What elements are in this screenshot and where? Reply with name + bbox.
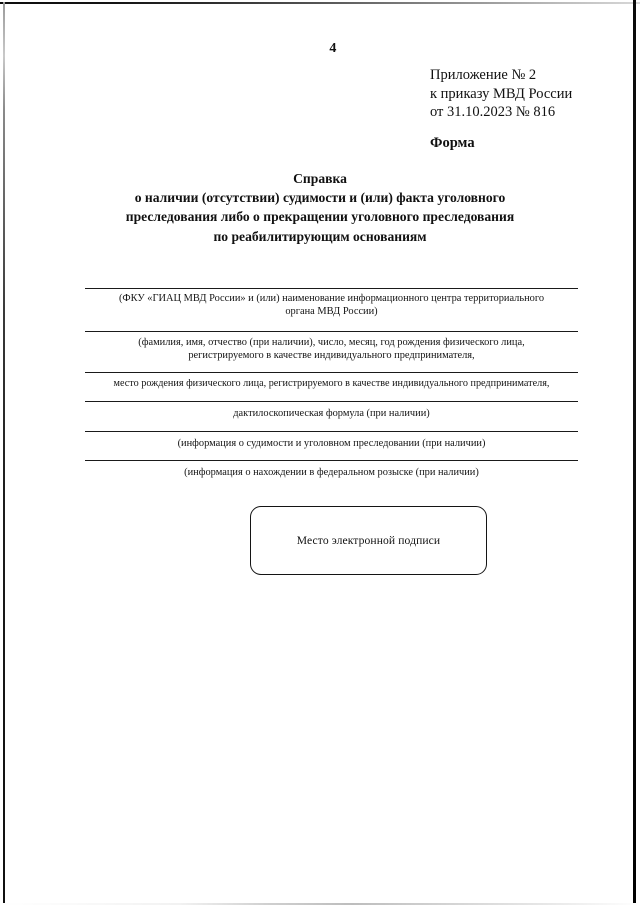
page-number: 4 — [329, 41, 337, 56]
caption-line: регистрируемого в качестве индивидуального предпринимателя, — [188, 350, 475, 362]
field-person-identity-caption — [85, 332, 578, 363]
field-dactyloscopic-formula-caption — [85, 402, 578, 420]
scan-edge-top — [0, 2, 640, 4]
caption-line: дактилоскопическая формула (при наличии) — [233, 408, 430, 419]
appendix-reference-line-3: от 31.10.2023 № 816 — [430, 104, 556, 120]
form-fields — [85, 288, 578, 485]
field-issuing-authority-caption — [85, 289, 578, 319]
field-issuing-authority[interactable] — [85, 288, 578, 331]
field-dactyloscopic-formula[interactable] — [85, 401, 578, 431]
appendix-reference-line-1: Приложение № 2 — [430, 67, 537, 83]
field-place-of-birth[interactable] — [85, 372, 578, 401]
scan-edge-left — [3, 2, 5, 905]
scan-edge-right — [633, 0, 636, 905]
document-title-line-3: преследования либо о прекращении уголовного преследования — [125, 209, 515, 225]
caption-line: (информация о нахождении в федеральном розыске (при наличии) — [184, 467, 479, 478]
field-federal-wanted-info-caption — [85, 461, 578, 479]
caption-line: (фамилия, имя, отчество (при наличии), число, месяц, год рождения физического лица, — [138, 337, 525, 348]
document-title-line-2: о наличии (отсутствии) судимости и (или) факта уголовного — [134, 190, 506, 206]
document-title — [60, 169, 580, 246]
appendix-reference-line-2: к приказу МВД России — [430, 85, 573, 102]
field-person-identity[interactable] — [85, 331, 578, 372]
form-label: Форма — [430, 135, 475, 151]
electronic-signature-placeholder[interactable] — [250, 506, 487, 575]
field-criminal-record-info[interactable] — [85, 431, 578, 460]
document-title-line-1: Справка — [293, 171, 347, 186]
caption-line: (ФКУ «ГИАЦ МВД России» и (или) наименование информационного центра территориального — [118, 293, 545, 304]
caption-line: место рождения физического лица, регистрируемого в качестве индивидуального предпринимателя, — [113, 378, 550, 389]
field-criminal-record-info-caption — [85, 432, 578, 450]
document-title-line-4: по реабилитирующим основаниям — [213, 228, 427, 244]
appendix-reference-block — [430, 66, 572, 122]
electronic-signature-label: Место электронной подписи — [296, 534, 441, 547]
field-federal-wanted-info[interactable] — [85, 460, 578, 485]
caption-line: (информация о судимости и уголовном преследовании (при наличии) — [177, 438, 486, 449]
field-place-of-birth-caption — [85, 373, 578, 390]
caption-line: органа МВД России) — [285, 306, 378, 318]
